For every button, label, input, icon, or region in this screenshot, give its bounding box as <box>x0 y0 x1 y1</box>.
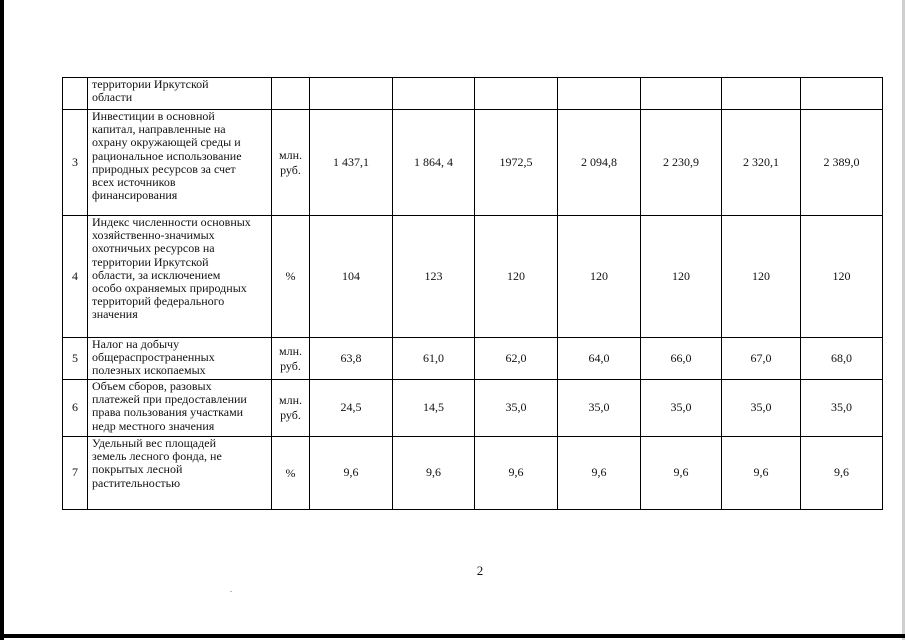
table-body <box>63 78 883 510</box>
description-line: земель лесного фонда, не <box>92 449 222 464</box>
unit-cell <box>272 110 310 216</box>
value-cell: 9,6 <box>722 437 801 510</box>
indicator-description-cell <box>88 78 272 110</box>
unit-line: млн. <box>278 343 302 358</box>
scan-speck <box>230 591 232 592</box>
value-cell: 64,0 <box>558 338 641 380</box>
value-cell <box>801 78 883 110</box>
indicator-description-cell <box>88 338 272 380</box>
value-cell: 2 094,8 <box>558 110 641 216</box>
unit-line: % <box>285 269 296 283</box>
unit-cell <box>272 437 310 510</box>
value-cell: 120 <box>801 216 883 338</box>
row-number-cell <box>63 78 88 110</box>
description-line: растительностью <box>92 475 181 490</box>
description-line: области <box>92 90 133 105</box>
value-cell: 1 437,1 <box>310 110 393 216</box>
unit-line: руб. <box>280 162 301 177</box>
value-cell: 62,0 <box>475 338 558 380</box>
description-line: территории Иркутской <box>92 254 209 269</box>
description-line: территории Иркутской <box>92 77 209 91</box>
row-number-cell: 7 <box>63 437 88 510</box>
indicator-description-cell <box>88 110 272 216</box>
row-number-cell: 3 <box>63 110 88 216</box>
value-cell: 9,6 <box>801 437 883 510</box>
description-line: Индекс численности основных <box>92 215 251 229</box>
value-cell: 2 389,0 <box>801 110 883 216</box>
page-number: 2 <box>476 563 484 578</box>
row-number-cell: 4 <box>63 216 88 338</box>
value-cell: 120 <box>475 216 558 338</box>
value-cell <box>558 78 641 110</box>
description-line: покрытых лесной <box>92 462 183 477</box>
unit-cell <box>272 78 310 110</box>
value-cell: 1972,5 <box>475 110 558 216</box>
description-line: финансирования <box>92 188 178 203</box>
value-cell: 9,6 <box>558 437 641 510</box>
description-line: охотничьих ресурсов на <box>92 241 215 256</box>
description-line: охрану окружающей среды и <box>92 135 241 150</box>
value-cell: 1 864, 4 <box>393 110 475 216</box>
value-cell: 9,6 <box>393 437 475 510</box>
description-line: всех источников <box>92 175 176 190</box>
value-cell: 66,0 <box>641 338 722 380</box>
description-line: общераспространенных <box>92 350 215 365</box>
value-cell: 9,6 <box>641 437 722 510</box>
indicator-description-cell <box>88 437 272 510</box>
indicator-description-cell <box>88 216 272 338</box>
description-line: природных ресурсов за счет <box>92 161 236 176</box>
description-line: рациональное использование <box>92 148 242 163</box>
unit-line: млн. <box>278 393 302 407</box>
description-line: значения <box>92 307 138 322</box>
value-cell: 35,0 <box>801 380 883 437</box>
table-row <box>63 338 883 380</box>
description-line: территорий федерального <box>92 294 225 309</box>
unit-cell <box>272 216 310 338</box>
description-line: права пользования участками <box>92 405 244 420</box>
indicator-description-cell <box>88 380 272 437</box>
value-cell <box>722 78 801 110</box>
value-cell <box>641 78 722 110</box>
value-cell: 9,6 <box>475 437 558 510</box>
value-cell: 68,0 <box>801 338 883 380</box>
table-row <box>63 380 883 437</box>
value-cell <box>475 78 558 110</box>
value-cell: 35,0 <box>641 380 722 437</box>
unit-line: руб. <box>280 408 301 422</box>
description-line: Инвестиции в основной <box>92 109 215 123</box>
description-line: особо охраняемых природных <box>92 281 247 296</box>
page-edge-bottom <box>0 634 905 638</box>
description-line: хозяйственно-значимых <box>92 228 215 243</box>
description-line: области, за исключением <box>92 267 221 282</box>
value-cell: 35,0 <box>558 380 641 437</box>
unit-cell <box>272 380 310 437</box>
description-line: Объем сборов, разовых <box>92 379 212 393</box>
value-cell: 120 <box>558 216 641 338</box>
description-line: платежей при предоставлении <box>92 392 247 407</box>
value-cell: 123 <box>393 216 475 338</box>
value-cell: 35,0 <box>475 380 558 437</box>
row-number-cell: 6 <box>63 380 88 437</box>
table-row <box>63 78 883 110</box>
table-row <box>63 110 883 216</box>
value-cell: 9,6 <box>310 437 393 510</box>
indicators-table <box>62 77 883 510</box>
value-cell: 14,5 <box>393 380 475 437</box>
value-cell: 35,0 <box>722 380 801 437</box>
unit-cell <box>272 338 310 380</box>
page-edge-left <box>0 0 4 640</box>
unit-line: % <box>285 465 296 480</box>
table-row <box>63 216 883 338</box>
value-cell: 67,0 <box>722 338 801 380</box>
unit-line: млн. <box>278 147 302 162</box>
description-line: капитал, направленные на <box>92 122 226 137</box>
table-row <box>63 437 883 510</box>
value-cell: 24,5 <box>310 380 393 437</box>
value-cell <box>310 78 393 110</box>
value-cell: 120 <box>641 216 722 338</box>
value-cell: 2 320,1 <box>722 110 801 216</box>
value-cell: 63,8 <box>310 338 393 380</box>
description-line: Налог на добычу <box>92 337 180 351</box>
value-cell: 120 <box>722 216 801 338</box>
description-line: недр местного значения <box>92 418 215 433</box>
value-cell: 61,0 <box>393 338 475 380</box>
row-number-cell: 5 <box>63 338 88 380</box>
value-cell: 104 <box>310 216 393 338</box>
value-cell: 2 230,9 <box>641 110 722 216</box>
value-cell <box>393 78 475 110</box>
description-line: полезных ископаемых <box>92 363 206 378</box>
description-line: Удельный вес площадей <box>92 436 216 450</box>
unit-line: руб. <box>280 358 301 373</box>
